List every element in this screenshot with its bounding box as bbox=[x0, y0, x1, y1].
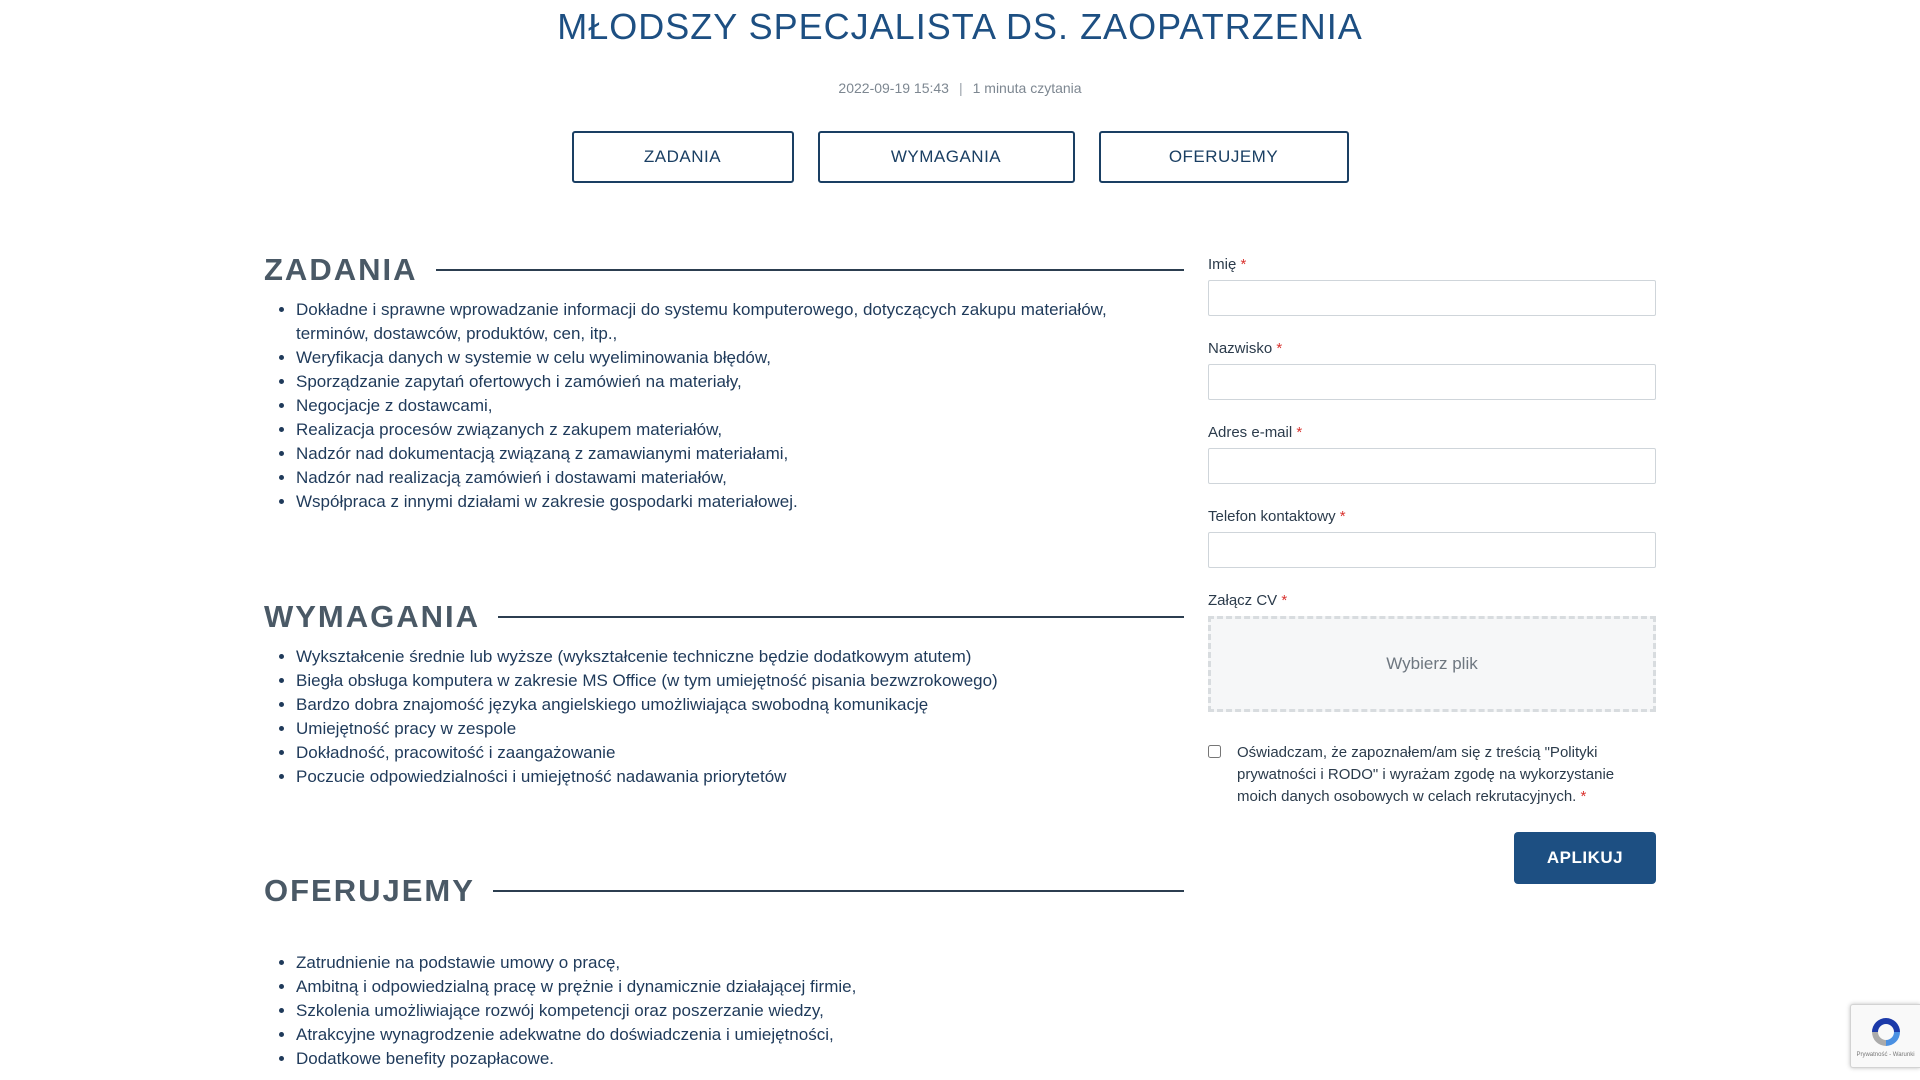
post-date: 2022-09-19 15:43 bbox=[838, 80, 949, 96]
email-input[interactable] bbox=[1208, 448, 1656, 484]
list-item: • Dokładność, pracowitość i zaangażowanie bbox=[296, 741, 1184, 765]
section-title: WYMAGANIA bbox=[264, 599, 481, 634]
meta-separator: | bbox=[958, 80, 963, 96]
section-title: OFERUJEMY bbox=[264, 873, 475, 908]
list-item: • Szkolenia umożliwiające rozwój kompetencji oraz poszerzanie wiedzy, bbox=[296, 999, 1184, 1023]
tab-oferujemy[interactable]: OFERUJEMY bbox=[1099, 131, 1349, 183]
list-item: • Dodatkowe benefity pozapłacowe. bbox=[296, 1047, 1184, 1071]
recaptcha-icon bbox=[1869, 1015, 1903, 1049]
list-item: • Atrakcyjne wynagrodzenie adekwatne do doświadczenia i umiejętności, bbox=[296, 1023, 1184, 1047]
required-mark: * bbox=[1276, 340, 1283, 357]
tab-wymagania[interactable]: WYMAGANIA bbox=[818, 131, 1075, 183]
first-name-field bbox=[1208, 256, 1656, 316]
requirements-list bbox=[296, 645, 1184, 789]
page-title: MŁODSZY SPECJALISTA DS. ZAOPATRZENIA bbox=[557, 6, 1363, 47]
cv-file-dropzone[interactable]: Wybierz plik bbox=[1208, 616, 1656, 712]
last-name-field bbox=[1208, 340, 1656, 400]
list-item: • Współpraca z innymi działami w zakresie gospodarki materiałowej. bbox=[296, 490, 1184, 514]
phone-field bbox=[1208, 508, 1656, 568]
email-field bbox=[1208, 424, 1656, 484]
list-item: • Wykształcenie średnie lub wyższe (wykształcenie techniczne będzie dodatkowym atutem) bbox=[296, 645, 1184, 669]
task-list bbox=[296, 298, 1184, 514]
list-item: • Ambitną i odpowiedzialną pracę w prężnie i dynamicznie działającej firmie, bbox=[296, 975, 1184, 999]
required-mark: * bbox=[1339, 508, 1346, 525]
application-form bbox=[1208, 256, 1656, 884]
section-title: ZADANIA bbox=[264, 252, 418, 287]
list-item: • Weryfikacja danych w systemie w celu wyeliminowania błędów, bbox=[296, 346, 1184, 370]
last-name-label: Nazwisko * bbox=[1208, 340, 1283, 357]
tab-zadania[interactable]: ZADANIA bbox=[572, 131, 794, 183]
required-mark: * bbox=[1240, 256, 1247, 273]
required-mark: * bbox=[1580, 788, 1587, 805]
consent-text: Oświadczam, że zapoznałem/am się z treścią "Polityki prywatności i RODO" i wyrażam zgodę na wykorzystanie moich danych osobowych w celach rekrutacyjnych. * bbox=[1237, 744, 1615, 805]
list-item: • Bardzo dobra znajomość języka angielskiego umożliwiająca swobodną komunikację bbox=[296, 693, 1184, 717]
list-item: • Umiejętność pracy w zespole bbox=[296, 717, 1184, 741]
phone-input[interactable] bbox=[1208, 532, 1656, 568]
last-name-input[interactable] bbox=[1208, 364, 1656, 400]
list-item: • Negocjacje z dostawcami, bbox=[296, 394, 1184, 418]
section-nav bbox=[0, 131, 1920, 183]
apply-button[interactable]: APLIKUJ bbox=[1514, 832, 1656, 884]
list-item: • Poczucie odpowiedzialności i umiejętność nadawania priorytetów bbox=[296, 765, 1184, 789]
first-name-input[interactable] bbox=[1208, 280, 1656, 316]
list-item: • Zatrudnienie na podstawie umowy o pracę, bbox=[296, 951, 1184, 975]
section-divider bbox=[493, 890, 1184, 892]
phone-label: Telefon kontaktowy * bbox=[1208, 508, 1346, 525]
list-item: • Nadzór nad dokumentacją związaną z zamawianymi materiałami, bbox=[296, 442, 1184, 466]
section-header bbox=[264, 250, 1184, 290]
section-wymagania bbox=[264, 597, 1184, 789]
cv-label: Załącz CV * bbox=[1208, 592, 1288, 609]
recaptcha-badge[interactable] bbox=[1850, 1004, 1920, 1068]
list-item: • Realizacja procesów związanych z zakupem materiałów, bbox=[296, 418, 1184, 442]
list-item: • Dokładne i sprawne wprowadzanie informacji do systemu komputerowego, dotyczących zakupu materiałów, terminów, dostawców, produktów, cen, itp., bbox=[296, 298, 1184, 346]
list-item: • Sporządzanie zapytań ofertowych i zamówień na materiały, bbox=[296, 370, 1184, 394]
first-name-label: Imię * bbox=[1208, 256, 1247, 273]
offer-list bbox=[296, 951, 1184, 1071]
required-mark: * bbox=[1281, 592, 1288, 609]
submit-row bbox=[1208, 832, 1656, 884]
section-header bbox=[264, 597, 1184, 637]
post-meta bbox=[0, 80, 1920, 96]
section-header bbox=[264, 871, 1184, 911]
email-label: Adres e-mail * bbox=[1208, 424, 1303, 441]
cv-field bbox=[1208, 592, 1656, 712]
section-zadania bbox=[264, 250, 1184, 514]
list-item: • Nadzór nad realizacją zamówień i dostawami materiałów, bbox=[296, 466, 1184, 490]
section-divider bbox=[436, 269, 1185, 271]
required-mark: * bbox=[1296, 424, 1303, 441]
section-oferujemy bbox=[264, 871, 1184, 1071]
consent-checkbox[interactable] bbox=[1208, 745, 1221, 758]
section-divider bbox=[498, 616, 1184, 618]
consent-row bbox=[1208, 742, 1656, 808]
list-item: • Biegła obsługa komputera w zakresie MS Office (w tym umiejętność pisania bezwzrokowego) bbox=[296, 669, 1184, 693]
recaptcha-text: Prywatność - Warunki bbox=[1856, 1051, 1915, 1058]
read-time: 1 minuta czytania bbox=[972, 80, 1082, 96]
